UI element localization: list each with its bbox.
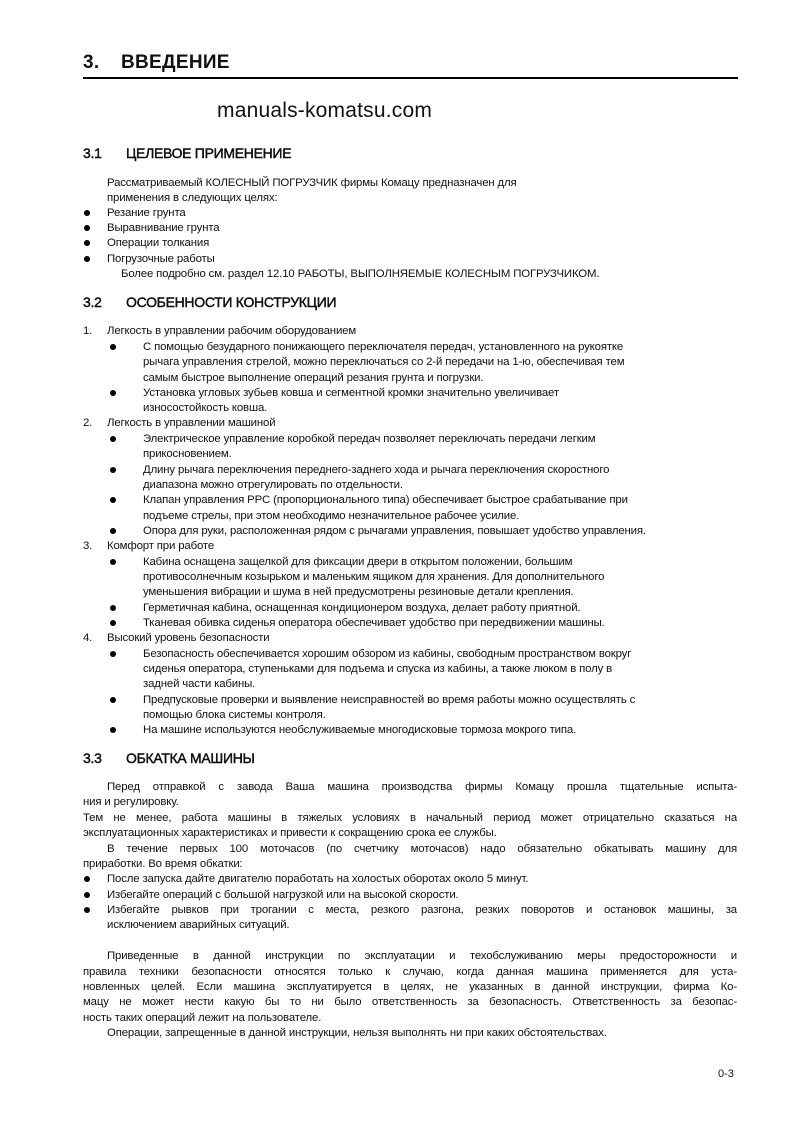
s31-bullet: Погрузочные работы xyxy=(107,253,215,265)
s31-bullet: Операции толкания xyxy=(107,237,210,249)
paragraph-line: ность таких операций лежит на пользователе. xyxy=(83,1012,322,1024)
bullet-text: уменьшения вибрации и шума в ней предусмотрены резиновые детали крепления. xyxy=(143,586,574,598)
bullet-text: Опора для руки, расположенная рядом с рычагами управления, повышает удобство управления. xyxy=(143,525,646,537)
item-title: Легкость в управлении машиной xyxy=(107,417,276,429)
item-number: 4. xyxy=(83,632,93,644)
bullet-text: самым быстрое выполнение операций резания грунта и погрузки. xyxy=(143,372,484,384)
bullet-icon xyxy=(110,344,116,350)
section-3-1-heading: 3.1 ЦЕЛЕВОЕ ПРИМЕНЕНИЕ xyxy=(83,145,292,161)
bullet-icon xyxy=(84,210,90,216)
bullet-text: прикосновением. xyxy=(143,448,232,460)
item-number: 3. xyxy=(83,540,93,552)
bullet-icon xyxy=(110,390,116,396)
bullet-icon xyxy=(110,436,116,442)
item-number: 1. xyxy=(83,325,93,337)
bullet-icon xyxy=(110,559,116,565)
s31-bullet: Выравнивание грунта xyxy=(107,222,220,234)
bullet-text: Предпусковые проверки и выявление неисправностей во время работы можно осуществлять с xyxy=(143,694,636,706)
bullet-text: износостойкость ковша. xyxy=(143,402,268,414)
paragraph-line: Тем не менее, работа машины в тяжелых условиях в начальный период может отрицательно сказаться на xyxy=(83,812,737,824)
paragraph-line: Приведенные в данной инструкции по эксплуатации и техобслуживанию меры предосторожности и xyxy=(107,950,737,962)
bullet-icon xyxy=(84,256,90,262)
bullet-text: Установка угловых зубьев ковша и сегментной кромки значительно увеличивает xyxy=(143,387,559,399)
bullet-icon xyxy=(110,727,116,733)
bullet-text: На машине используются необслуживаемые многодисковые тормоза мокрого типа. xyxy=(143,724,577,736)
bullet-text: Избегайте рывков при трогании с места, резкого разгона, резких поворотов и остановок машины, за xyxy=(107,904,737,916)
bullet-icon xyxy=(84,876,90,882)
bullet-text: С помощью безударного понижающего переключателя передач, установленного на рукоятке xyxy=(143,341,624,353)
bullet-icon xyxy=(110,620,116,626)
bullet-text: подъеме стрелы, при этом необходимо незначительное рабочее усилие. xyxy=(143,510,520,522)
s31-note: Более подробно см. раздел 12.10 РАБОТЫ, ВЫПОЛНЯЕМЫЕ КОЛЕСНЫМ ПОГРУЗЧИКОМ. xyxy=(121,268,600,280)
paragraph-line: ния и регулировку. xyxy=(83,796,179,808)
bullet-text: Клапан управления PPC (пропорционального типа) обеспечивает быстрое срабатывание при xyxy=(143,494,628,506)
bullet-text: Безопасность обеспечивается хорошим обзором из кабины, свободным пространством вокруг xyxy=(143,648,632,660)
paragraph-line: В течение первых 100 моточасов (по счетчику моточасов) надо обязательно обкатывать машину для xyxy=(107,843,737,855)
paragraph-line: Перед отправкой с завода Ваша машина производства фирмы Комацу прошла тщательные испыта- xyxy=(107,781,737,793)
bullet-text: помощью блока системы контроля. xyxy=(143,709,326,721)
bullet-text: Электрическое управление коробкой передач позволяет переключать передачи легким xyxy=(143,433,596,445)
bullet-text: рычага управления стрелой, можно переключаться со 2-й передачи на 1-ю, обеспечивая тем xyxy=(143,356,625,368)
title-rule xyxy=(83,77,738,79)
bullet-text: диапазона можно отрегулировать по отдельности. xyxy=(143,479,403,491)
bullet-text: исключением аварийных ситуаций. xyxy=(107,919,290,931)
paragraph-line: новленных целей. Если машина эксплуатируется в целях, не указанных в данной инструкции, фирма Ко- xyxy=(83,981,737,993)
paragraph-line: эксплуатационных характеристиках и привести к сокращению срока ее службы. xyxy=(83,827,497,839)
bullet-icon xyxy=(110,605,116,611)
bullet-icon xyxy=(110,697,116,703)
section-3-3-heading: 3.3 ОБКАТКА МАШИНЫ xyxy=(83,750,255,766)
item-title: Комфорт при работе xyxy=(107,540,215,552)
bullet-text: Избегайте операций с большой нагрузкой или на высокой скорости. xyxy=(107,889,459,901)
paragraph-line: Операции, запрещенные в данной инструкции, нельзя выполнять ни при каких обстоятельствах. xyxy=(107,1027,607,1039)
paragraph-line: мацу не может нести какую бы то ни было ответственность за безопасность. Ответственность за безопас- xyxy=(83,996,737,1008)
bullet-text: Кабина оснащена защелкой для фиксации двери в открытом положении, большим xyxy=(143,556,573,568)
bullet-text: После запуска дайте двигателю поработать на холостых оборотах около 5 минут. xyxy=(107,873,529,885)
bullet-icon xyxy=(84,225,90,231)
bullet-icon xyxy=(110,497,116,503)
bullet-text: противосолнечным козырьком и маленьким ящиком для хранения. Для дополнительного xyxy=(143,571,605,583)
bullet-icon xyxy=(84,892,90,898)
bullet-text: сиденья оператора, ступеньками для подъема и спуска из кабины, а также люком в полу в xyxy=(143,663,613,675)
bullet-icon xyxy=(84,240,90,246)
bullet-text: Длину рычага переключения переднего-заднего хода и рычага переключения скоростного xyxy=(143,464,610,476)
bullet-text: Тканевая обивка сиденья оператора обеспечивает удобство при передвижении машины. xyxy=(143,617,605,629)
page-number: 0-3 xyxy=(718,1068,734,1080)
s31-bullet: Резание грунта xyxy=(107,207,186,219)
item-title: Легкость в управлении рабочим оборудованием xyxy=(107,325,357,337)
bullet-icon xyxy=(110,651,116,657)
bullet-icon xyxy=(110,467,116,473)
bullet-text: задней части кабины. xyxy=(143,678,256,690)
s31-intro: Рассматриваемый КОЛЕСНЫЙ ПОГРУЗЧИК фирмы Комацу предназначен для xyxy=(107,177,517,189)
chapter-title: 3. ВВЕДЕНИЕ xyxy=(83,52,230,73)
bullet-icon xyxy=(110,528,116,534)
s31-intro: применения в следующих целях: xyxy=(107,192,278,204)
item-number: 2. xyxy=(83,417,93,429)
item-title: Высокий уровень безопасности xyxy=(107,632,270,644)
paragraph-line: правила техники безопасности относятся только к случаю, когда данная машина применяется для уста- xyxy=(83,966,737,978)
bullet-text: Герметичная кабина, оснащенная кондиционером воздуха, делает работу приятной. xyxy=(143,602,581,614)
paragraph-line: приработки. Во время обкатки: xyxy=(83,858,243,870)
section-3-2-heading: 3.2 ОСОБЕННОСТИ КОНСТРУКЦИИ xyxy=(83,294,337,310)
bullet-icon xyxy=(84,907,90,913)
watermark: manuals-komatsu.com xyxy=(217,99,433,122)
